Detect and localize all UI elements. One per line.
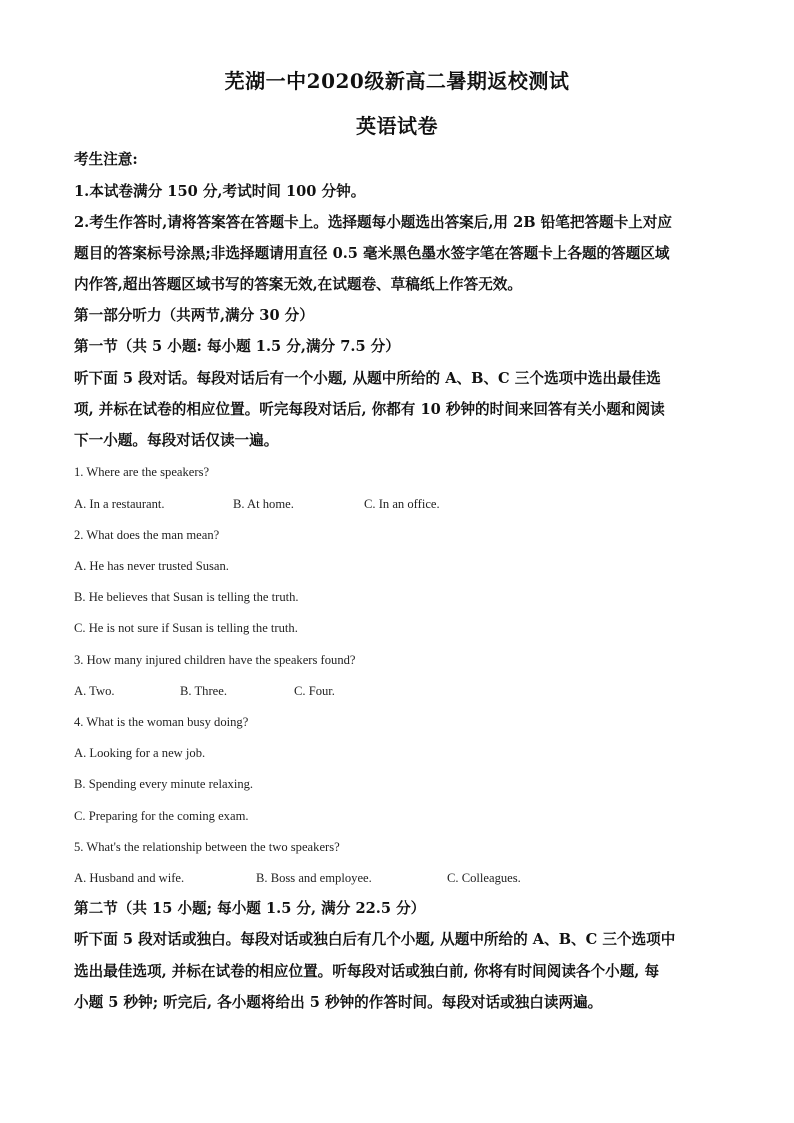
section1-instructions-line-3: 下一小题。每段对话仅读一遍。 xyxy=(74,432,279,449)
section1-instructions-line-2: 项, 并标在试卷的相应位置。听完每段对话后, 你都有 10 秒钟的时间来回答有关小题和阅读 xyxy=(74,401,665,418)
question-4: 4. What is the woman busy doing? xyxy=(74,715,249,729)
question-5-option-c: C. Colleagues. xyxy=(447,871,521,885)
notice-item-2-line-1: 2.考生作答时,请将答案答在答题卡上。选择题每小题选出答案后,用 2B 铅笔把答题卡上对应 xyxy=(74,214,673,231)
question-5-option-b: B. Boss and employee. xyxy=(256,871,372,885)
question-2: 2. What does the man mean? xyxy=(74,528,220,542)
section2-instructions-line-1: 听下面 5 段对话或独白。每段对话或独白后有几个小题, 从题中所给的 A、B、C 三个选项中 xyxy=(74,931,676,948)
section1-heading: 第一节（共 5 小题: 每小题 1.5 分,满分 7.5 分） xyxy=(74,338,400,355)
part1-heading: 第一部分听力（共两节,满分 30 分） xyxy=(74,307,314,324)
section2-instructions-line-3: 小题 5 秒钟; 听完后, 各小题将给出 5 秒钟的作答时间。每段对话或独白读两遍。 xyxy=(74,994,603,1011)
question-4-option-c: C. Preparing for the coming exam. xyxy=(74,809,249,823)
question-4-option-b: B. Spending every minute relaxing. xyxy=(74,777,254,791)
question-2-option-a: A. He has never trusted Susan. xyxy=(74,559,229,573)
question-5-option-a: A. Husband and wife. xyxy=(74,871,185,885)
question-4-option-a: A. Looking for a new job. xyxy=(74,746,206,760)
question-1-option-c: C. In an office. xyxy=(364,497,440,511)
exam-title: 芜湖一中2020级新高二暑期返校测试 xyxy=(224,69,570,93)
section1-instructions-line-1: 听下面 5 段对话。每段对话后有一个小题, 从题中所给的 A、B、C 三个选项中选出最佳选 xyxy=(74,370,661,387)
question-1: 1. Where are the speakers? xyxy=(74,465,210,479)
notice-item-2-line-2: 题目的答案标号涂黑;非选择题请用直径 0.5 毫米黑色墨水签字笔在答题卡上各题的答题区域 xyxy=(74,245,670,262)
notice-item-1: 1.本试卷满分 150 分,考试时间 100 分钟。 xyxy=(74,183,366,200)
question-2-option-b: B. He believes that Susan is telling the truth. xyxy=(74,590,299,604)
question-1-option-a: A. In a restaurant. xyxy=(74,497,165,511)
section2-heading: 第二节（共 15 小题; 每小题 1.5 分, 满分 22.5 分） xyxy=(74,900,426,917)
notice-heading: 考生注意: xyxy=(74,151,138,168)
question-3-option-c: C. Four. xyxy=(294,684,335,698)
question-3: 3. How many injured children have the speakers found? xyxy=(74,653,356,667)
question-3-option-a: A. Two. xyxy=(74,684,115,698)
notice-item-2-line-3: 内作答,超出答题区域书写的答案无效,在试题卷、草稿纸上作答无效。 xyxy=(74,276,522,293)
question-5: 5. What's the relationship between the two speakers? xyxy=(74,840,340,854)
question-2-option-c: C. He is not sure if Susan is telling the truth. xyxy=(74,621,298,635)
question-1-option-b: B. At home. xyxy=(233,497,294,511)
exam-subtitle: 英语试卷 xyxy=(356,114,438,138)
section2-instructions-line-2: 选出最佳选项, 并标在试卷的相应位置。听每段对话或独白前, 你将有时间阅读各个小题, 每 xyxy=(74,963,660,980)
question-3-option-b: B. Three. xyxy=(180,684,227,698)
